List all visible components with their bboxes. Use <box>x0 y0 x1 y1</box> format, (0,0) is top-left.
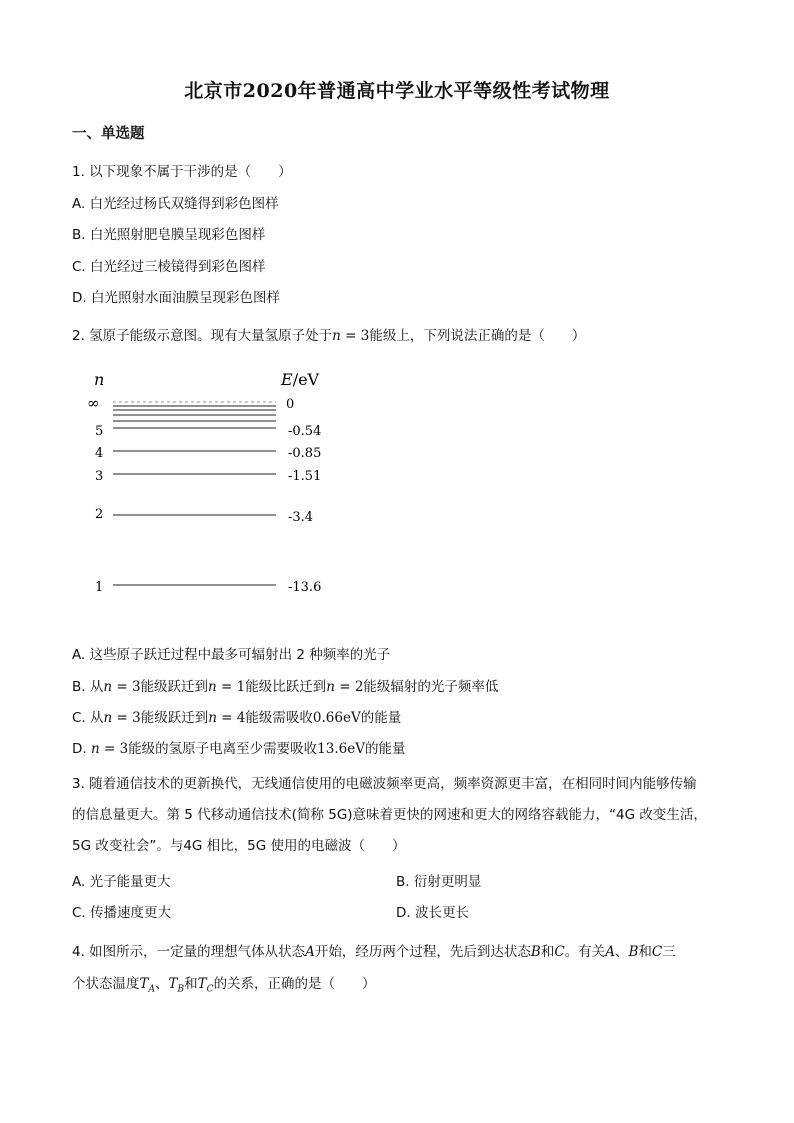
q1-stem: 1. 以下现象不属于干涉的是（ ） <box>72 164 292 180</box>
level-n-3: 3 <box>95 469 104 484</box>
level-e-1: -13.6 <box>288 580 322 592</box>
q2-option-b: B. 从n = 3能级跃迁到n = 1能级比跃迁到n = 2能级辐射的光子频率低 <box>72 679 499 695</box>
q3-stem-line-3: 5G 改变社会”。与4G 相比，5G 使用的电磁波（ ） <box>72 838 406 854</box>
level-e-2: -3.4 <box>288 510 314 525</box>
diagram-energy-label: E/eV <box>281 370 320 389</box>
level-e-5: -0.54 <box>288 424 322 439</box>
page-title: 北京市2020年普通高中学业水平等级性考试物理 <box>184 80 610 102</box>
q3-option-c: C. 传播速度更大 <box>72 905 172 921</box>
level-n-2: 2 <box>95 507 104 522</box>
energy-level-diagram <box>0 362 794 592</box>
q1-option-b: B. 白光照射肥皂膜呈现彩色图样 <box>72 227 266 243</box>
q3-option-d: D. 波长更长 <box>396 905 469 921</box>
q3-stem-line-2: 的信息量更大。第 5 代移动通信技术(简称 5G)意味着更快的网速和更大的网络容载能力，“4G 改变生活， <box>72 807 707 823</box>
q3-option-b: B. 衍射更明显 <box>396 874 482 890</box>
q3-stem-line-1: 3. 随着通信技术的更新换代，无线通信使用的电磁波频率更高，频率资源更丰富，在相同时间内能够传输 <box>72 776 697 792</box>
level-n-5: 5 <box>95 424 104 439</box>
level-e-3: -1.51 <box>288 469 322 484</box>
section-heading: 一、单选题 <box>72 126 145 142</box>
q2-option-c: C. 从n = 3能级跃迁到n = 4能级需吸收0.66eV的能量 <box>72 710 402 726</box>
level-e-inf: 0 <box>286 397 295 412</box>
level-e-4: -0.85 <box>288 446 322 461</box>
q1-option-d: D. 白光照射水面油膜呈现彩色图样 <box>72 290 280 306</box>
level-n-inf: ∞ <box>87 394 100 412</box>
level-n-4: 4 <box>95 446 104 461</box>
q1-option-c: C. 白光经过三棱镜得到彩色图样 <box>72 259 266 275</box>
q3-stem <box>72 769 722 862</box>
q2-option-d: D. n = 3能级的氢原子电离至少需要吸收13.6eV的能量 <box>72 741 406 757</box>
q4-stem-line-2: 个状态温度$T_A$、$T_B$和$T_C$的关系，正确的是（ ） <box>72 976 376 995</box>
q4-stem-line-1: 4. 如图所示，一定量的理想气体从状态A开始，经历两个过程，先后到达状态B和C。有关A、B和C三 <box>72 944 676 960</box>
q3-option-a: A. 光子能量更大 <box>72 874 171 890</box>
q1-option-a: A. 白光经过杨氏双缝得到彩色图样 <box>72 196 279 212</box>
q2-stem: 2. 氢原子能级示意图。现有大量氢原子处于n = 3能级上，下列说法正确的是（ ） <box>72 328 586 344</box>
q2-option-a: A. 这些原子跃迁过程中最多可辐射出 2 种频率的光子 <box>72 647 391 663</box>
level-n-1: 1 <box>95 580 104 592</box>
diagram-n-label: n <box>94 370 105 389</box>
